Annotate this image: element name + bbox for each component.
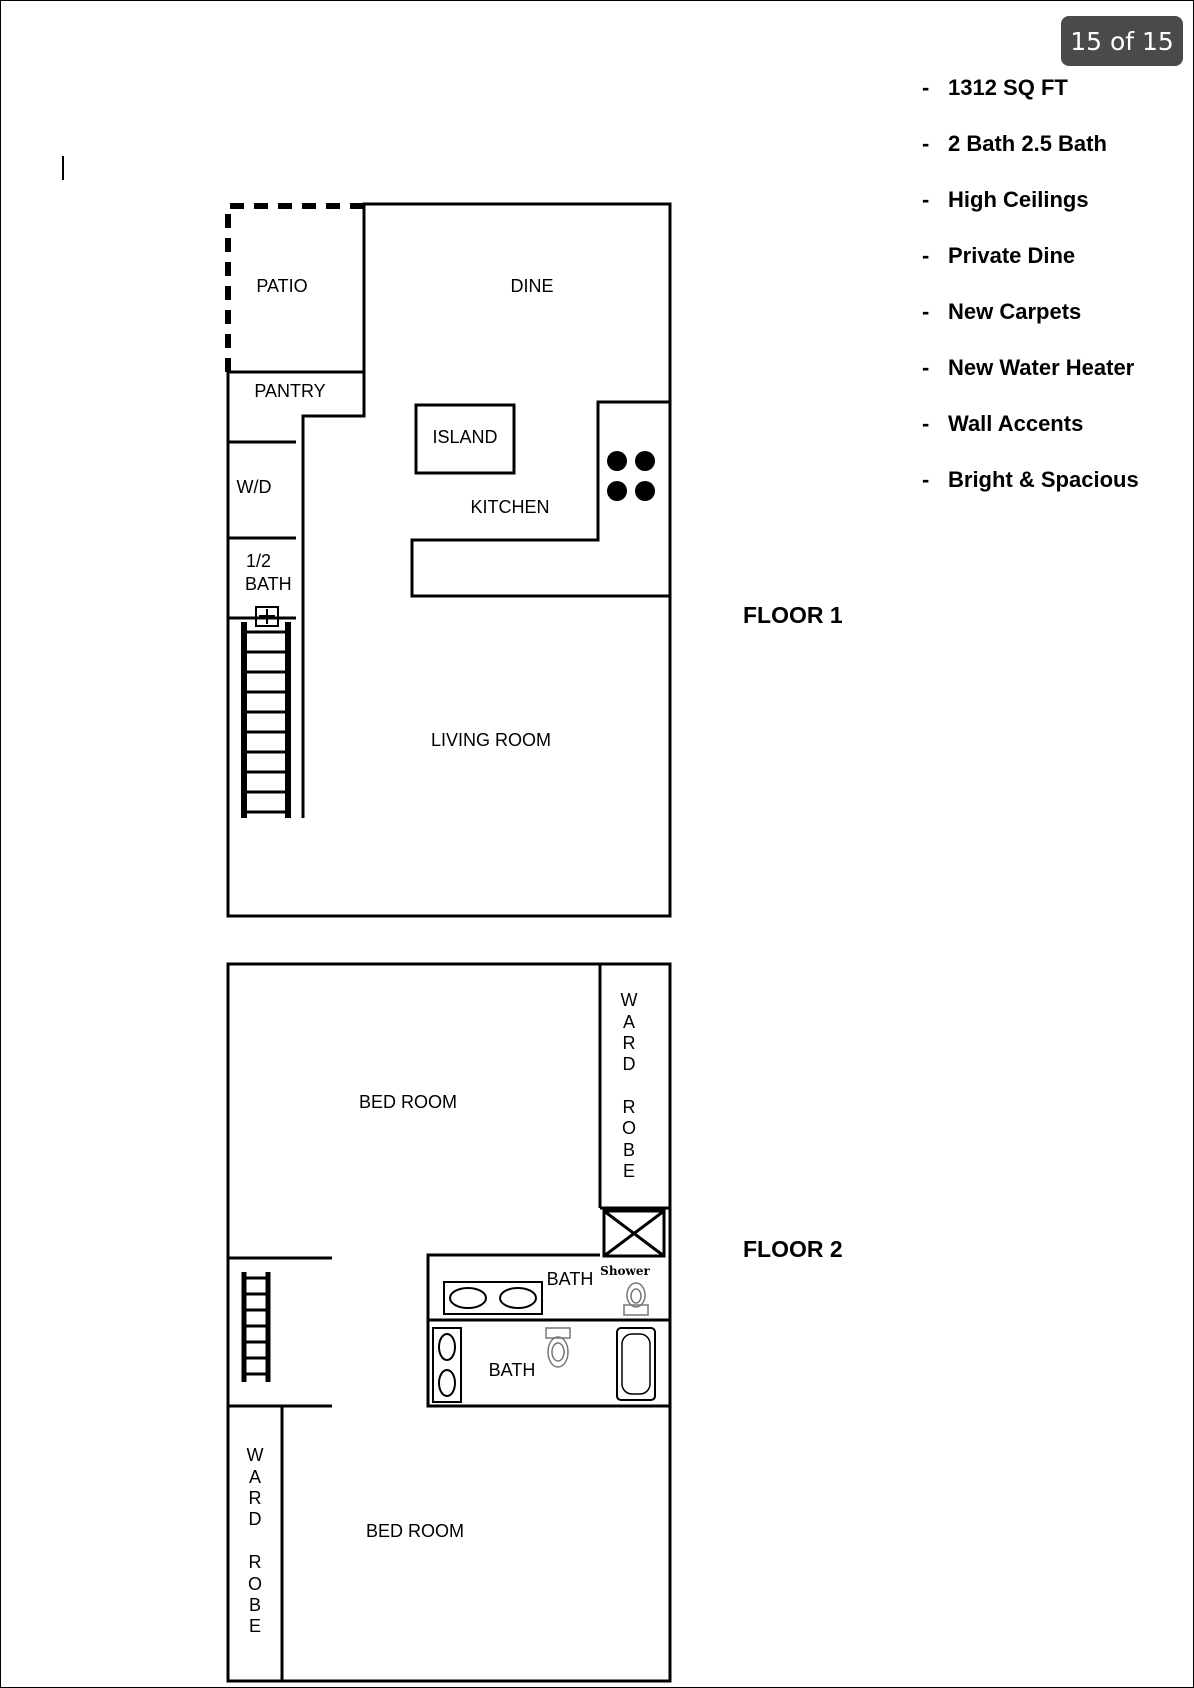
- feature-item: - 2 Bath 2.5 Bath: [922, 131, 1107, 156]
- feature-item: - New Carpets: [922, 299, 1082, 324]
- floor-1-stairs: [244, 622, 288, 818]
- half-bath-label: 1/2: [246, 551, 272, 571]
- floor-2-label: FLOOR 2: [743, 1236, 843, 1262]
- floor-1-outer-wall: [228, 204, 670, 916]
- floor-2-outer-wall: [228, 964, 670, 1681]
- double-sink: [444, 1282, 542, 1314]
- kitchen-label: KITCHEN: [470, 497, 550, 517]
- svg-text:A: A: [248, 1467, 262, 1487]
- svg-text:W: W: [620, 990, 638, 1010]
- toilet-icon: [624, 1283, 648, 1315]
- dine-label: DINE: [510, 276, 554, 296]
- patio-label: PATIO: [256, 276, 308, 296]
- slide-counter-badge: 15 of 15: [1061, 16, 1183, 66]
- svg-text:B: B: [248, 1595, 262, 1615]
- feature-item: - Private Dine: [922, 243, 1076, 268]
- feature-item: - Wall Accents: [922, 411, 1084, 436]
- bath-lower-label: BATH: [488, 1360, 536, 1380]
- wardrobe-bottom-label: [247, 1445, 264, 1636]
- shower-label: Shower: [600, 1264, 650, 1278]
- half-bath-label: BATH: [245, 574, 292, 594]
- toilet-icon: [546, 1328, 570, 1367]
- floor-2-walls: [228, 964, 670, 1681]
- svg-text:O: O: [621, 1118, 637, 1138]
- wardrobe-top-label: [621, 990, 638, 1181]
- bedroom-top-label: BED ROOM: [358, 1092, 458, 1112]
- pantry-label: PANTRY: [254, 381, 326, 401]
- feature-item: - New Water Heater: [922, 355, 1135, 380]
- feature-item: - 1312 SQ FT: [922, 75, 1068, 100]
- floor-2-stairs: [244, 1272, 268, 1382]
- svg-text:R: R: [622, 1033, 636, 1053]
- svg-text:B: B: [622, 1140, 636, 1160]
- floor-1-label: FLOOR 1: [743, 602, 843, 628]
- bath-upper-label: BATH: [546, 1269, 594, 1289]
- svg-text:D: D: [622, 1054, 636, 1074]
- svg-text:R: R: [248, 1552, 262, 1572]
- feature-item: - High Ceilings: [922, 187, 1089, 212]
- wd-label: W/D: [236, 477, 272, 497]
- bedroom-bottom-label: BED ROOM: [365, 1521, 465, 1541]
- stove-icon: [607, 451, 655, 501]
- svg-text:W: W: [246, 1445, 264, 1465]
- floor-1-walls: [228, 204, 670, 916]
- island-label: ISLAND: [432, 427, 498, 447]
- svg-text:R: R: [248, 1488, 262, 1508]
- living-room-label: LIVING ROOM: [430, 730, 552, 750]
- svg-text:E: E: [622, 1161, 636, 1181]
- svg-text:O: O: [247, 1574, 263, 1594]
- feature-item: - Bright & Spacious: [922, 467, 1139, 492]
- svg-text:D: D: [248, 1509, 262, 1529]
- svg-text:R: R: [622, 1097, 636, 1117]
- svg-text:A: A: [622, 1012, 636, 1032]
- half-bath-toilet-icon: [256, 607, 278, 626]
- vertical-double-sink: [433, 1328, 461, 1402]
- svg-text:E: E: [248, 1616, 262, 1636]
